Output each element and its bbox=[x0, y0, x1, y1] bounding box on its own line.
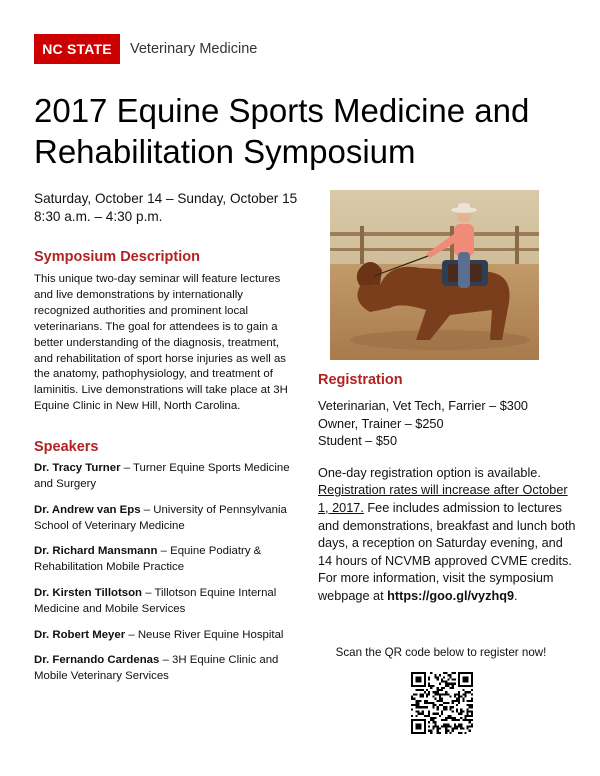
unit-name: Veterinary Medicine bbox=[130, 41, 258, 57]
registration-info bbox=[318, 465, 580, 606]
speaker-affiliation: – 3H Equine Clinic and Mobile Veterinary Services bbox=[34, 654, 279, 683]
speaker-item bbox=[34, 586, 296, 618]
reg-intro: One-day registration option is available. bbox=[318, 465, 541, 480]
left-column bbox=[34, 249, 296, 685]
speaker-affiliation: – Equine Podiatry & Rehabilitation Mobile Practice bbox=[34, 545, 262, 574]
symposium-link[interactable]: https://goo.gl/vyzhq9 bbox=[387, 588, 515, 603]
speaker-name: Dr. Richard Mansmann bbox=[34, 545, 158, 558]
reg-details: Fee includes admission to lectures and demonstrations, breakfast and lunch both days, a reception on Saturday evening, and 14 hours of NCVMB approved CVME credits. For more information, visit the symposium webpage at bbox=[318, 500, 576, 603]
speaker-name: Dr. Tracy Turner bbox=[34, 462, 121, 475]
right-column bbox=[318, 372, 580, 606]
registration-heading: Registration bbox=[318, 372, 403, 388]
description-text: This unique two-day seminar will feature lectures and live demonstrations by internationally recognized authorities and prominent local veterinarians. The goal for attendees is to gain a better understanding of the diagnosis, treatment, and rehabilitation of sport horse injuries as well as the anatomy, pathophysiology, and treatment of laminitis. Live demonstrations will take place at 3H Equine Clinic in New Hill, North Carolina. bbox=[34, 273, 288, 413]
event-times: 8:30 a.m. – 4:30 p.m. bbox=[34, 209, 163, 224]
speakers-list bbox=[34, 461, 296, 685]
reg-deadline: Registration rates will increase after October 1, 2017. bbox=[318, 483, 568, 515]
fee-list bbox=[318, 398, 580, 451]
event-dates: Saturday, October 14 – Sunday, October 15 bbox=[34, 191, 298, 206]
speaker-item bbox=[34, 544, 296, 576]
qr-caption: Scan the QR code below to register now! bbox=[335, 646, 547, 659]
fee-item: Owner, Trainer – $250 bbox=[318, 416, 444, 431]
speaker-affiliation: – University of Pennsylvania School of Veterinary Medicine bbox=[34, 503, 287, 532]
speaker-affiliation: – Turner Equine Sports Medicine and Surgery bbox=[34, 462, 290, 490]
ncstate-logo bbox=[34, 34, 257, 64]
speaker-item bbox=[34, 628, 296, 644]
speaker-affiliation: – Neuse River Equine Hospital bbox=[125, 628, 284, 641]
brand-wordmark: NC STATE bbox=[34, 34, 120, 64]
fee-item: Student – $50 bbox=[318, 434, 398, 449]
speaker-name: Dr. Kirsten Tillotson bbox=[34, 586, 143, 599]
page-title: 2017 Equine Sports Medicine and Rehabilitation Symposium bbox=[34, 92, 530, 170]
speaker-item bbox=[34, 461, 296, 493]
speaker-name: Dr. Fernando Cardenas bbox=[34, 654, 160, 667]
qr-code[interactable] bbox=[411, 672, 473, 734]
event-datetime bbox=[34, 190, 297, 226]
description-heading: Symposium Description bbox=[34, 249, 200, 265]
speaker-item bbox=[34, 503, 296, 535]
speaker-item bbox=[34, 653, 296, 685]
reg-url-suffix: . bbox=[514, 588, 518, 603]
speaker-name: Dr. Andrew van Eps bbox=[34, 503, 141, 516]
speakers-heading: Speakers bbox=[34, 439, 99, 456]
speaker-affiliation: – Tillotson Equine Internal Medicine and Mobile Services bbox=[34, 586, 277, 615]
speaker-name: Dr. Robert Meyer bbox=[34, 628, 126, 641]
fee-item: Veterinarian, Vet Tech, Farrier – $300 bbox=[318, 399, 528, 413]
horse-rider-photo bbox=[330, 190, 539, 360]
